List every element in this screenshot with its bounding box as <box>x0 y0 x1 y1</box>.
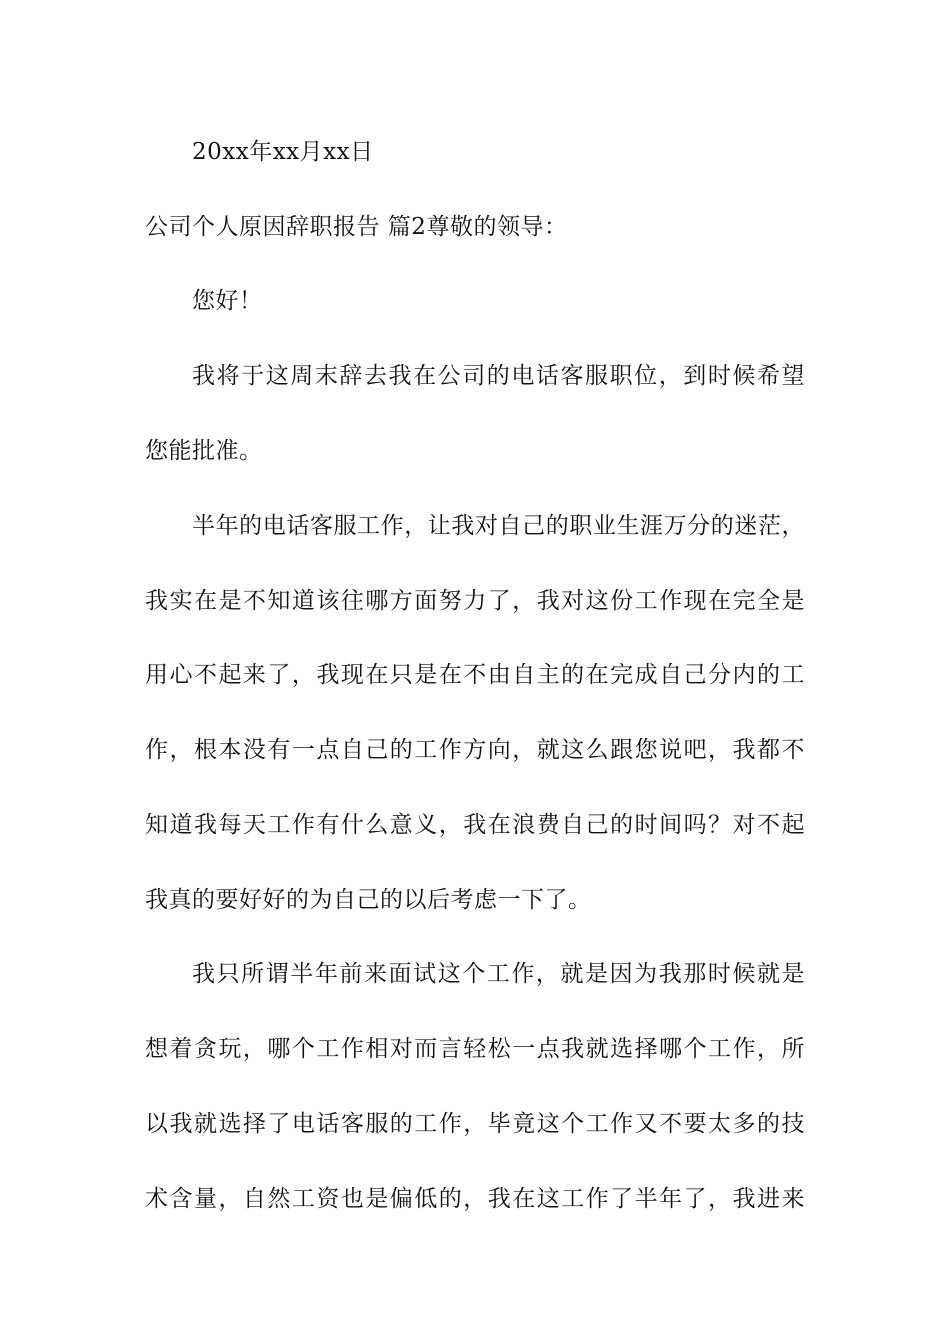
date-line: 20xx年xx月xx日 <box>192 139 374 165</box>
body-line: 术含量，自然工资也是偏低的，我在这工作了半年了，我进来 <box>145 1186 805 1212</box>
body-line: 我只所谓半年前来面试这个工作，就是因为我那时候就是 <box>192 961 805 987</box>
body-line: 以我就选择了电话客服的工作，毕竟这个工作又不要太多的技 <box>145 1111 805 1137</box>
body-line: 我将于这周末辞去我在公司的电话客服职位，到时候希望 <box>192 363 805 389</box>
report-heading: 公司个人原因辞职报告 篇2尊敬的领导： <box>145 214 568 240</box>
body-line: 作，根本没有一点自己的工作方向，就这么跟您说吧，我都不 <box>145 737 805 763</box>
body-line: 半年的电话客服工作，让我对自己的职业生涯万分的迷茫， <box>192 513 805 539</box>
body-line: 想着贪玩，哪个工作相对而言轻松一点我就选择哪个工作，所 <box>145 1036 805 1062</box>
greeting-line: 您好！ <box>192 288 263 314</box>
body-line: 我实在是不知道该往哪方面努力了，我对这份工作现在完全是 <box>145 588 805 614</box>
body-line: 知道我每天工作有什么意义，我在浪费自己的时间吗？对不起 <box>145 812 805 838</box>
body-line: 您能批准。 <box>145 438 263 464</box>
body-line: 我真的要好好的为自己的以后考虑一下了。 <box>145 887 592 913</box>
body-line: 用心不起来了，我现在只是在不由自主的在完成自己分内的工 <box>145 662 805 688</box>
